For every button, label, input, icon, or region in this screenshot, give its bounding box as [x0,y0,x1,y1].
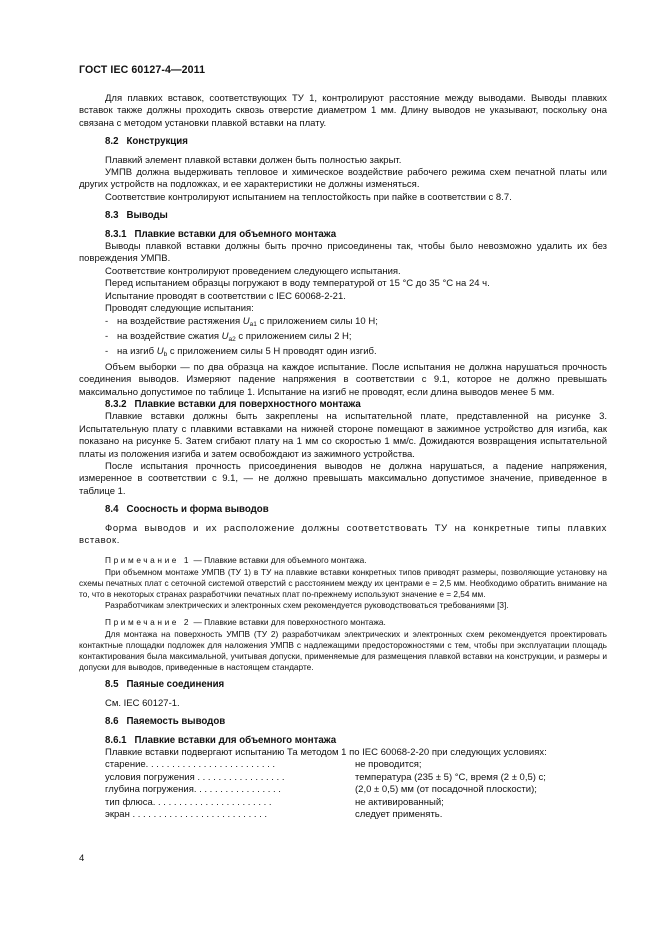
paragraph: Плавкие вставки должны быть закреплены на испытательной плате, представленной на рисунке 3. Испытательную плату с плавкими вставками на нижней стороне помещают в зажимное устройство для изгиба, как показано на рисунке 5. Затем сгибают плату на 1 мм со скоростью 1 мм/с. Дожидаются возвращения испытательной платы из положения изгиба и затем освобождают из зажимного устройства. [79,411,607,460]
condition-row: тип флюса. . . . . . . . . . . . . . . . . . . . . . . не активированный; [105,796,444,808]
note-2-text: Для монтажа на поверхность УМПВ (ТУ 2) разработчикам электрических и электронных схем рекомендуется проектировать контактные площадки подложек для наложения УМПВ с надлежащими предосторожностями с тем, чтобы при эксплуатации площадь контактирования была максимальной, учитывая допуски, применяемые для размещения плавкой вставки на конструкции, и размеры и допуски для выводов, приведенные в настоящем стандарте. [79,628,607,673]
document-header: ГОСТ IEC 60127-4—2011 [79,64,206,76]
condition-row: старение. . . . . . . . . . . . . . . . . . . . . . . . . не проводится; [105,759,422,771]
section-heading-8-4: 8.4 Соосность и форма выводов [105,504,269,516]
list-item: - на воздействие растяжения $U_{a1}$ с приложением силы 10 Н; [105,315,378,328]
paragraph: Соответствие контролируют проведением следующего испытания. [105,265,401,277]
conditions-list [79,759,607,821]
condition-row: экран . . . . . . . . . . . . . . . . . . . . . . . . . . следует применять. [105,809,443,821]
note-1-text: При объемном монтаже УМПВ (ТУ 1) в ТУ на плавкие вставки конкретных типов приводят размеры, позволяющие установку на схемы печатных плат с сеточной системой отверстий с расстоянием между их центрами е = 2,5 мм. Необходимо обратить внимание на то, что в некоторых странах разработчики печатных плат по-прежнему используют значение е = 2,54 мм. [79,566,607,600]
condition-row: условия погружения . . . . . . . . . . . . . . . . . температура (235 ± 5) °С, время (2 ± 0,5) с; [105,771,546,783]
section-heading-8-3: 8.3 Выводы [105,210,168,222]
note-1-text: Разработчикам электрических и электронных схем рекомендуется руководствоваться требованиями [3]. [105,600,509,611]
section-heading-8-3-2: 8.3.2 Плавкие вставки для поверхностного монтажа [105,398,361,410]
list-item: - на воздействие сжатия $U_{a2}$ с приложением силы 2 Н; [105,330,352,343]
page-number: 4 [79,853,85,864]
paragraph: УМПВ должна выдерживать тепловое и химическое воздействие рабочего режима схем печатной платы или других устройств на подложках, и ее характеристики не должны изменяться. [79,167,607,191]
paragraph: Испытание проводят в соответствии с IEC 60068-2-21. [105,290,346,302]
section-heading-8-2: 8.2 Конструкция [105,136,188,148]
paragraph: См. IEC 60127-1. [105,697,180,709]
paragraph: Выводы плавкой вставки должны быть прочно присоединены так, чтобы было невозможно удалить их без повреждения УМПВ. [79,241,607,265]
condition-row: глубина погружения. . . . . . . . . . . . . . . . . (2,0 ± 0,5) мм (от посадочной плоскости); [105,784,537,796]
paragraph: Для плавких вставок, соответствующих ТУ 1, контролируют расстояние между выводами. Выводы плавких вставок также должны проходить сквозь отверстие диаметром 1 мм. Длину выводов не указывают, поскольку она связана с методом установки плавкой вставки на плату. [79,93,607,129]
section-heading-8-3-1: 8.3.1 Плавкие вставки для объемного монтажа [105,228,337,240]
section-heading-8-6-1: 8.6.1 Плавкие вставки для объемного монтажа [105,734,337,746]
paragraph: Объем выборки — по два образца на каждое испытание. После испытания не должна нарушаться прочность соединения выводов. Измеряют падение напряжения в соответствии с 9.1, которое не должно превышать максимально допустимое по таблице 1. Испытание на изгиб не проводят, если длина выводов менее 5 мм. [79,361,607,398]
paragraph: Плавкие вставки подвергают испытанию Та методом 1 по IEC 60068-2-20 при следующих условиях: [105,747,547,759]
paragraph: Плавкий элемент плавкой вставки должен быть полностью закрыт. [105,154,402,166]
paragraph: Перед испытанием образцы погружают в воду температурой от 15 °С до 35 °С на 24 ч. [105,278,490,290]
note-2-heading: Примечание 2 — Плавкие вставки для поверхностного монтажа. [105,617,386,628]
paragraph: Соответствие контролируют испытанием на теплостойкость при пайке в соответствии с 8.7. [105,191,512,203]
note-1-heading: Примечание 1 — Плавкие вставки для объемного монтажа. [105,555,367,566]
list-item: - на изгиб $U_b$ с приложением силы 5 Н проводят один изгиб. [105,346,377,359]
paragraph: Проводят следующие испытания: [105,303,254,315]
document-body [79,93,607,822]
section-heading-8-6: 8.6 Паяемость выводов [105,716,226,728]
paragraph: После испытания прочность присоединения выводов не должна нарушаться, а падение напряжения, измеренное в соответствии с 9.1, — не должно превышать максимально допустимое значение, приведенное в таблице 1. [79,460,607,497]
paragraph: Форма выводов и их расположение должны соответствовать ТУ на конкретные типы плавких вставок. [79,522,607,546]
section-heading-8-5: 8.5 Паяные соединения [105,679,225,691]
